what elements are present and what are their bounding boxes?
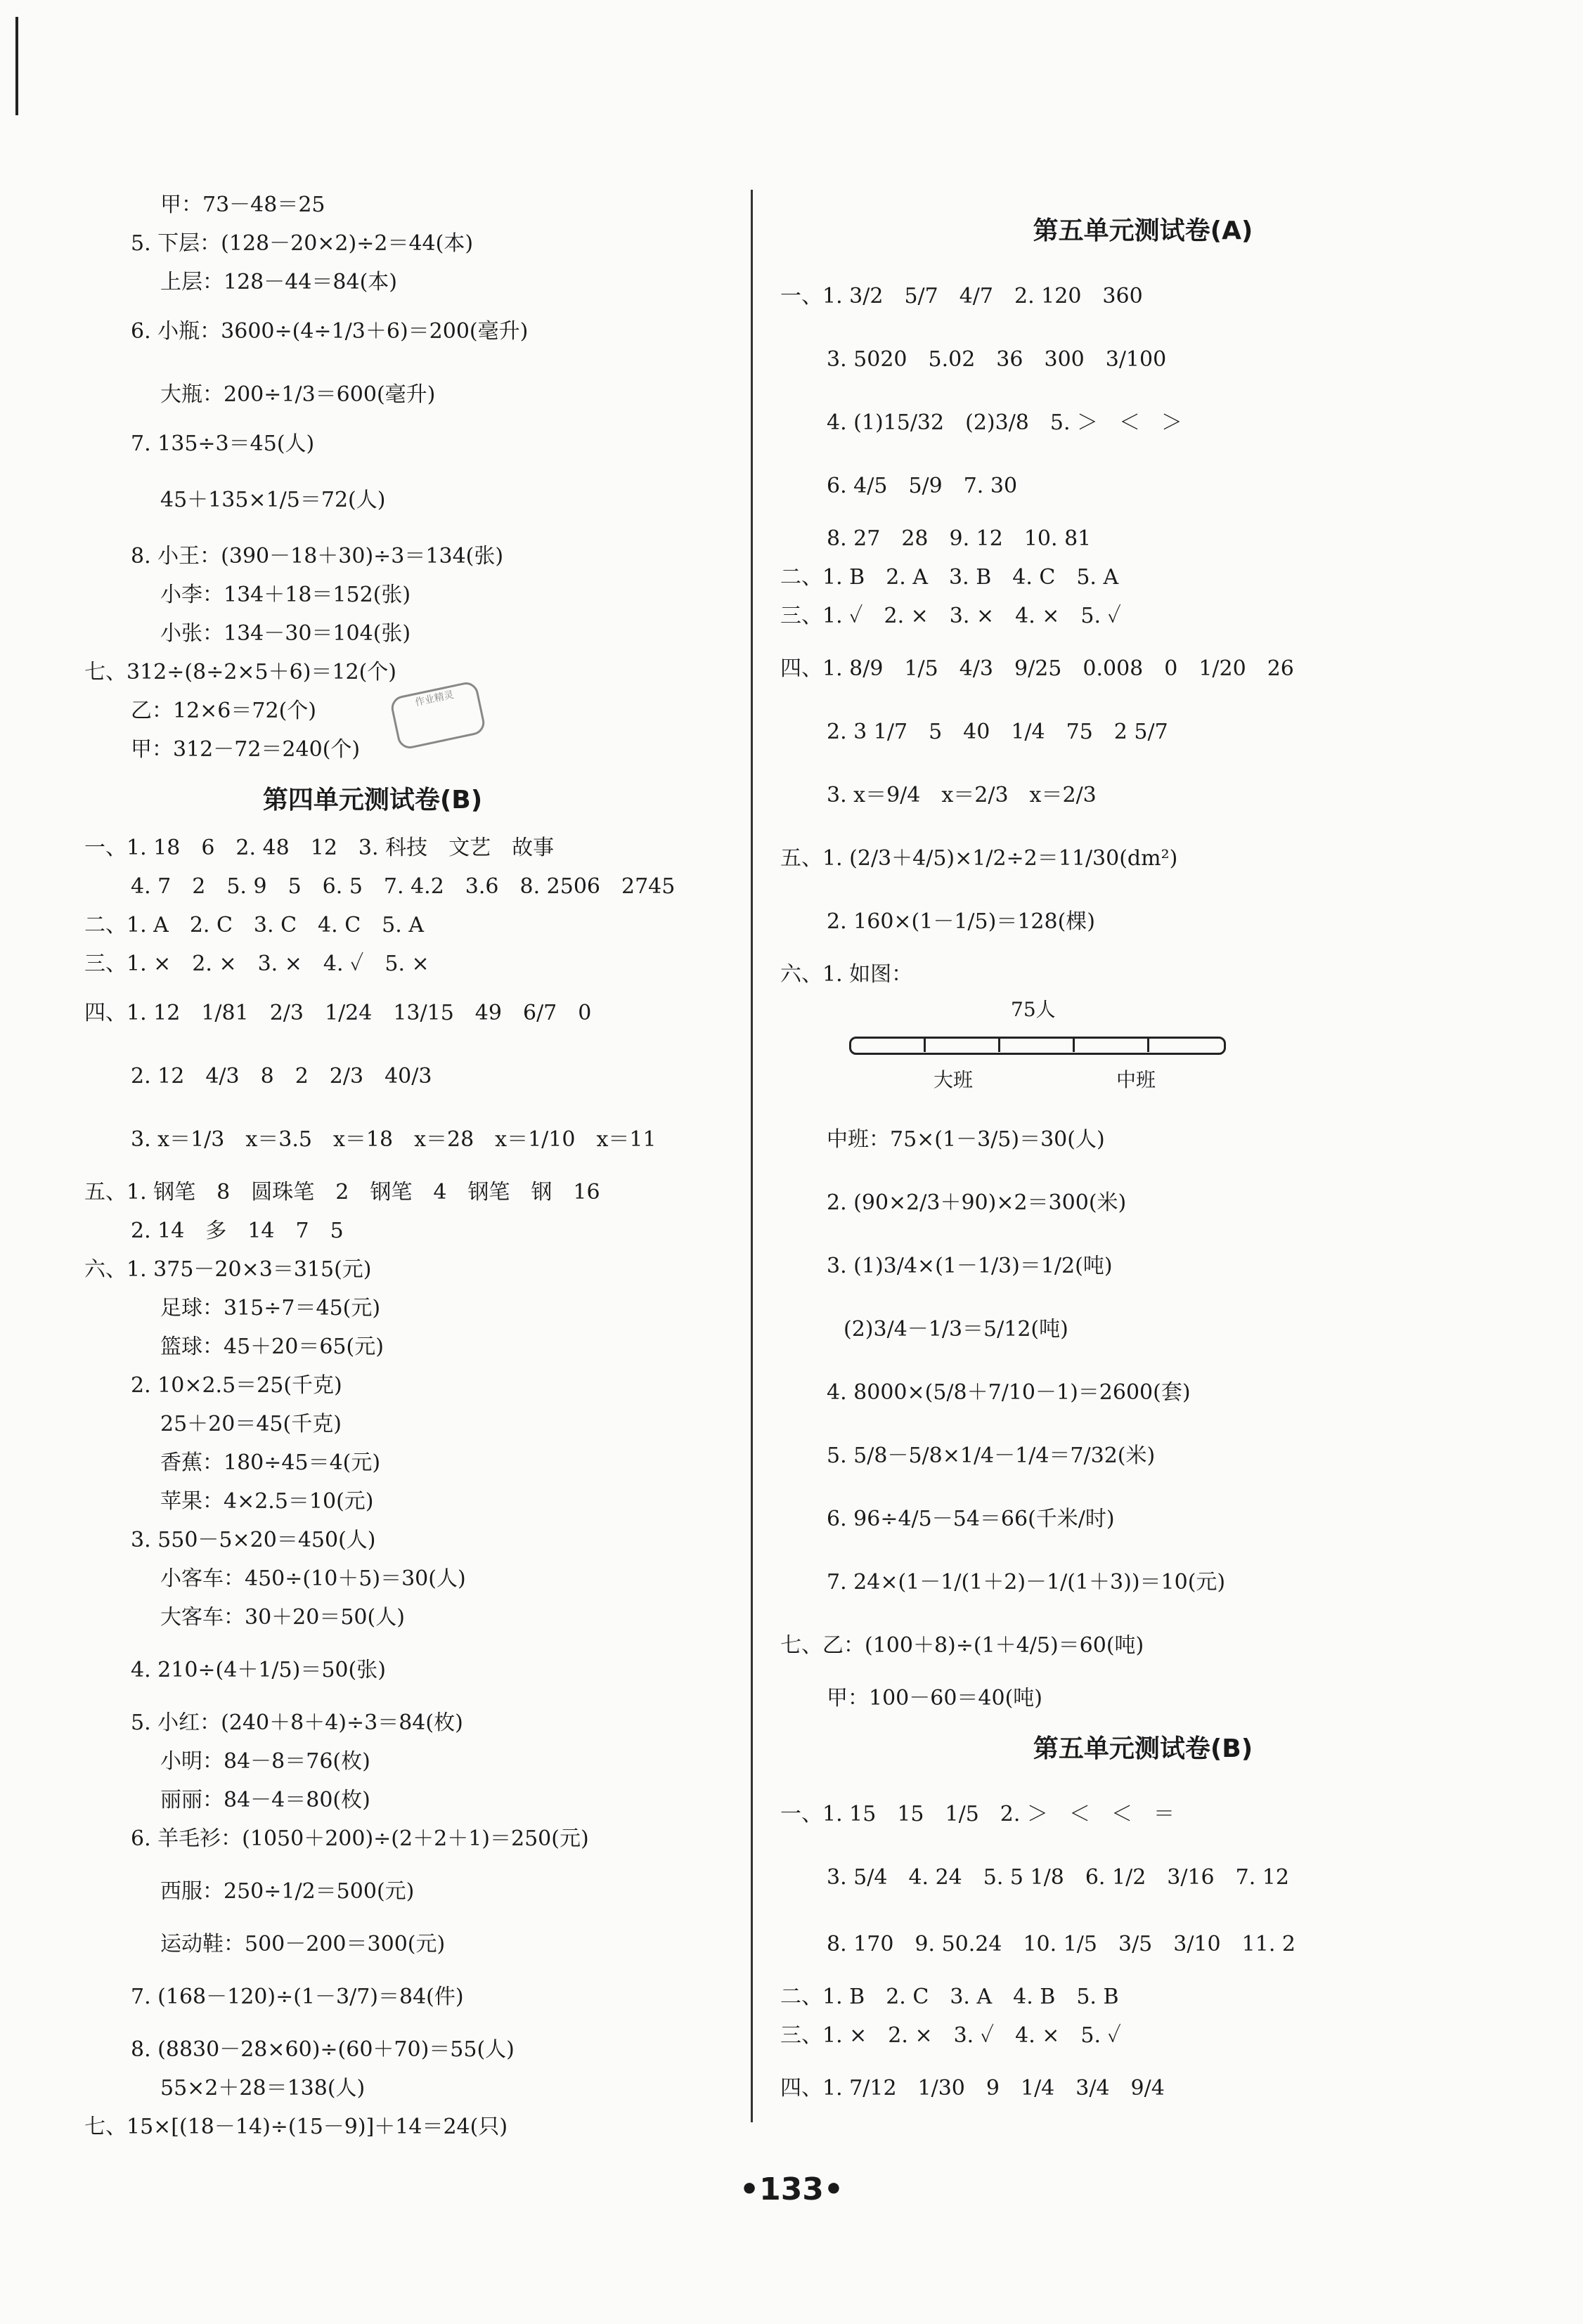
page-number: •133• [739, 2172, 844, 2207]
column-divider [751, 190, 753, 2122]
answer-line: 7. 135÷3＝45(人) [131, 431, 315, 456]
answer-line: 三、1. ✓ 2. × 3. × 4. × 5. ✓ [780, 604, 1121, 628]
answer-line: 8. 小王：(390－18＋30)÷3＝134(张) [131, 544, 504, 569]
answer-line: 运动鞋：500－200＝300(元) [160, 1932, 446, 1956]
answer-line: 2. 160×(1－1/5)＝128(棵) [827, 909, 1096, 934]
answer-line: 二、1. A 2. C 3. C 4. C 5. A [84, 913, 424, 937]
answer-line: 七、312÷(8÷2×5＋6)＝12(个) [84, 660, 397, 684]
answer-line: 五、1. (2/3＋4/5)×1/2÷2＝11/30(dm²) [780, 846, 1178, 871]
answer-line: 4. (1)15/32 (2)3/8 5. ＞ ＜ ＞ [827, 410, 1183, 435]
answer-line: 6. 96÷4/5－54＝66(千米/时) [827, 1507, 1115, 1531]
answer-line: 中班：75×(1－3/5)＝30(人) [827, 1127, 1105, 1152]
answer-line: 8. (8830－28×60)÷(60＋70)＝55(人) [131, 2037, 515, 2062]
answer-line: 四、1. 8/9 1/5 4/3 9/25 0.008 0 1/20 26 [780, 656, 1294, 681]
answer-line: (2)3/4－1/3＝5/12(吨) [844, 1317, 1068, 1342]
answer-line: 七、乙：(100＋8)÷(1＋4/5)＝60(吨) [780, 1633, 1144, 1658]
answer-line: 三、1. × 2. × 3. ✓ 4. × 5. ✓ [780, 2023, 1121, 2048]
answer-line: 二、1. B 2. A 3. B 4. C 5. A [780, 565, 1119, 590]
answer-line: 四、1. 7/12 1/30 9 1/4 3/4 9/4 [780, 2076, 1165, 2101]
answer-line: 6. 4/5 5/9 7. 30 [827, 474, 1018, 498]
diagram-tick [998, 1037, 1000, 1052]
homework-stamp-logo: 作业精灵 [389, 680, 486, 751]
answer-line: 篮球：45＋20＝65(元) [160, 1335, 384, 1359]
answer-line: 六、1. 375－20×3＝315(元) [84, 1257, 372, 1282]
answer-line: 大瓶：200÷1/3＝600(毫升) [160, 382, 436, 407]
section-heading: 第四单元测试卷(B) [262, 786, 483, 814]
answer-line: 甲：312－72＝240(个) [131, 737, 361, 762]
answer-line: 2. 12 4/3 8 2 2/3 40/3 [131, 1064, 432, 1089]
answer-line: 2. 14 多 14 7 5 [131, 1219, 344, 1243]
answer-line: 小李：134＋18＝152(张) [160, 583, 411, 607]
answer-line: 上层：128－44＝84(本) [160, 270, 398, 294]
answer-line: 6. 羊毛衫：(1050＋200)÷(2＋2＋1)＝250(元) [131, 1826, 589, 1851]
answer-line: 4. 8000×(5/8＋7/10－1)＝2600(套) [827, 1380, 1191, 1405]
answer-line: 7. 24×(1－1/(1＋2)－1/(1＋3))＝10(元) [827, 1570, 1226, 1595]
line-segment-diagram [849, 994, 1229, 1100]
answer-line: 5. 下层：(128－20×2)÷2＝44(本) [131, 231, 474, 256]
answer-line: 4. 7 2 5. 9 5 6. 5 7. 4.2 3.6 8. 2506 2745 [131, 874, 676, 899]
answer-line: 一、1. 18 6 2. 48 12 3. 科技 文艺 故事 [84, 836, 555, 860]
answer-line: 4. 210÷(4＋1/5)＝50(张) [131, 1658, 386, 1682]
answer-line: 3. x＝9/4 x＝2/3 x＝2/3 [827, 783, 1097, 807]
answer-line: 甲：73－48＝25 [160, 193, 325, 217]
answer-line: 乙：12×6＝72(个) [131, 699, 316, 723]
answer-line: 六、1. 如图： [780, 962, 913, 987]
answer-line: 3. (1)3/4×(1－1/3)＝1/2(吨) [827, 1254, 1113, 1278]
answer-line: 55×2＋28＝138(人) [160, 2076, 366, 2101]
answer-line: 8. 170 9. 50.24 10. 1/5 3/5 3/10 11. 2 [827, 1932, 1296, 1956]
diagram-tick [1073, 1037, 1075, 1052]
answer-line: 小明：84－8＝76(枚) [160, 1749, 370, 1774]
answer-line: 一、1. 15 15 1/5 2. ＞ ＜ ＜ ＝ [780, 1802, 1175, 1826]
answer-line: 丽丽：84－4＝80(枚) [160, 1788, 370, 1812]
diagram-bar [849, 1037, 1226, 1055]
answer-line: 5. 5/8－5/8×1/4－1/4＝7/32(米) [827, 1443, 1156, 1468]
diagram-left-label: 大班 [933, 1068, 974, 1091]
answer-line: 7. (168－120)÷(1－3/7)＝84(件) [131, 1985, 464, 2009]
binding-mark [15, 17, 18, 115]
section-heading: 第五单元测试卷(A) [1033, 216, 1253, 245]
answer-line: 25＋20＝45(千克) [160, 1412, 342, 1436]
answer-line: 2. (90×2/3＋90)×2＝300(米) [827, 1190, 1127, 1215]
answer-line: 小张：134－30＝104(张) [160, 621, 411, 646]
diagram-tick [924, 1037, 926, 1052]
answer-line: 45＋135×1/5＝72(人) [160, 488, 386, 512]
answer-line: 四、1. 12 1/81 2/3 1/24 13/15 49 6/7 0 [84, 1001, 592, 1025]
answer-line: 西服：250÷1/2＝500(元) [160, 1879, 415, 1904]
answer-line: 3. x＝1/3 x＝3.5 x＝18 x＝28 x＝1/10 x＝11 [131, 1127, 657, 1152]
diagram-tick [1147, 1037, 1149, 1052]
answer-line: 甲：100－60＝40(吨) [827, 1686, 1043, 1710]
diagram-right-label: 中班 [1116, 1068, 1156, 1091]
answer-line: 大客车：30＋20＝50(人) [160, 1605, 405, 1630]
answer-line: 8. 27 28 9. 12 10. 81 [827, 526, 1092, 551]
answer-line: 苹果：4×2.5＝10(元) [160, 1489, 374, 1514]
answer-line: 2. 3 1/7 5 40 1/4 75 2 5/7 [827, 720, 1168, 744]
answer-line: 一、1. 3/2 5/7 4/7 2. 120 360 [780, 284, 1143, 309]
diagram-total-label: 75人 [1011, 998, 1056, 1021]
answer-line: 足球：315÷7＝45(元) [160, 1296, 381, 1320]
answer-line: 二、1. B 2. C 3. A 4. B 5. B [780, 1985, 1119, 2009]
answer-line: 七、15×[(18－14)÷(15－9)]＋14＝24(只) [84, 2115, 508, 2139]
answer-line: 3. 5020 5.02 36 300 3/100 [827, 347, 1167, 372]
section-heading: 第五单元测试卷(B) [1033, 1734, 1253, 1763]
answer-line: 3. 550－5×20＝450(人) [131, 1528, 376, 1552]
answer-line: 香蕉：180÷45＝4(元) [160, 1450, 381, 1475]
answer-line: 三、1. × 2. × 3. × 4. ✓ 5. × [84, 952, 429, 976]
answer-line: 2. 10×2.5＝25(千克) [131, 1373, 342, 1398]
answer-line: 小客车：450÷(10＋5)＝30(人) [160, 1566, 466, 1591]
answer-line: 3. 5/4 4. 24 5. 5 1/8 6. 1/2 3/16 7. 12 [827, 1865, 1289, 1890]
answer-line: 6. 小瓶：3600÷(4÷1/3＋6)＝200(毫升) [131, 319, 529, 344]
answer-line: 5. 小红：(240＋8＋4)÷3＝84(枚) [131, 1710, 463, 1735]
answer-line: 五、1. 钢笔 8 圆珠笔 2 钢笔 4 钢笔 钢 16 [84, 1180, 600, 1205]
